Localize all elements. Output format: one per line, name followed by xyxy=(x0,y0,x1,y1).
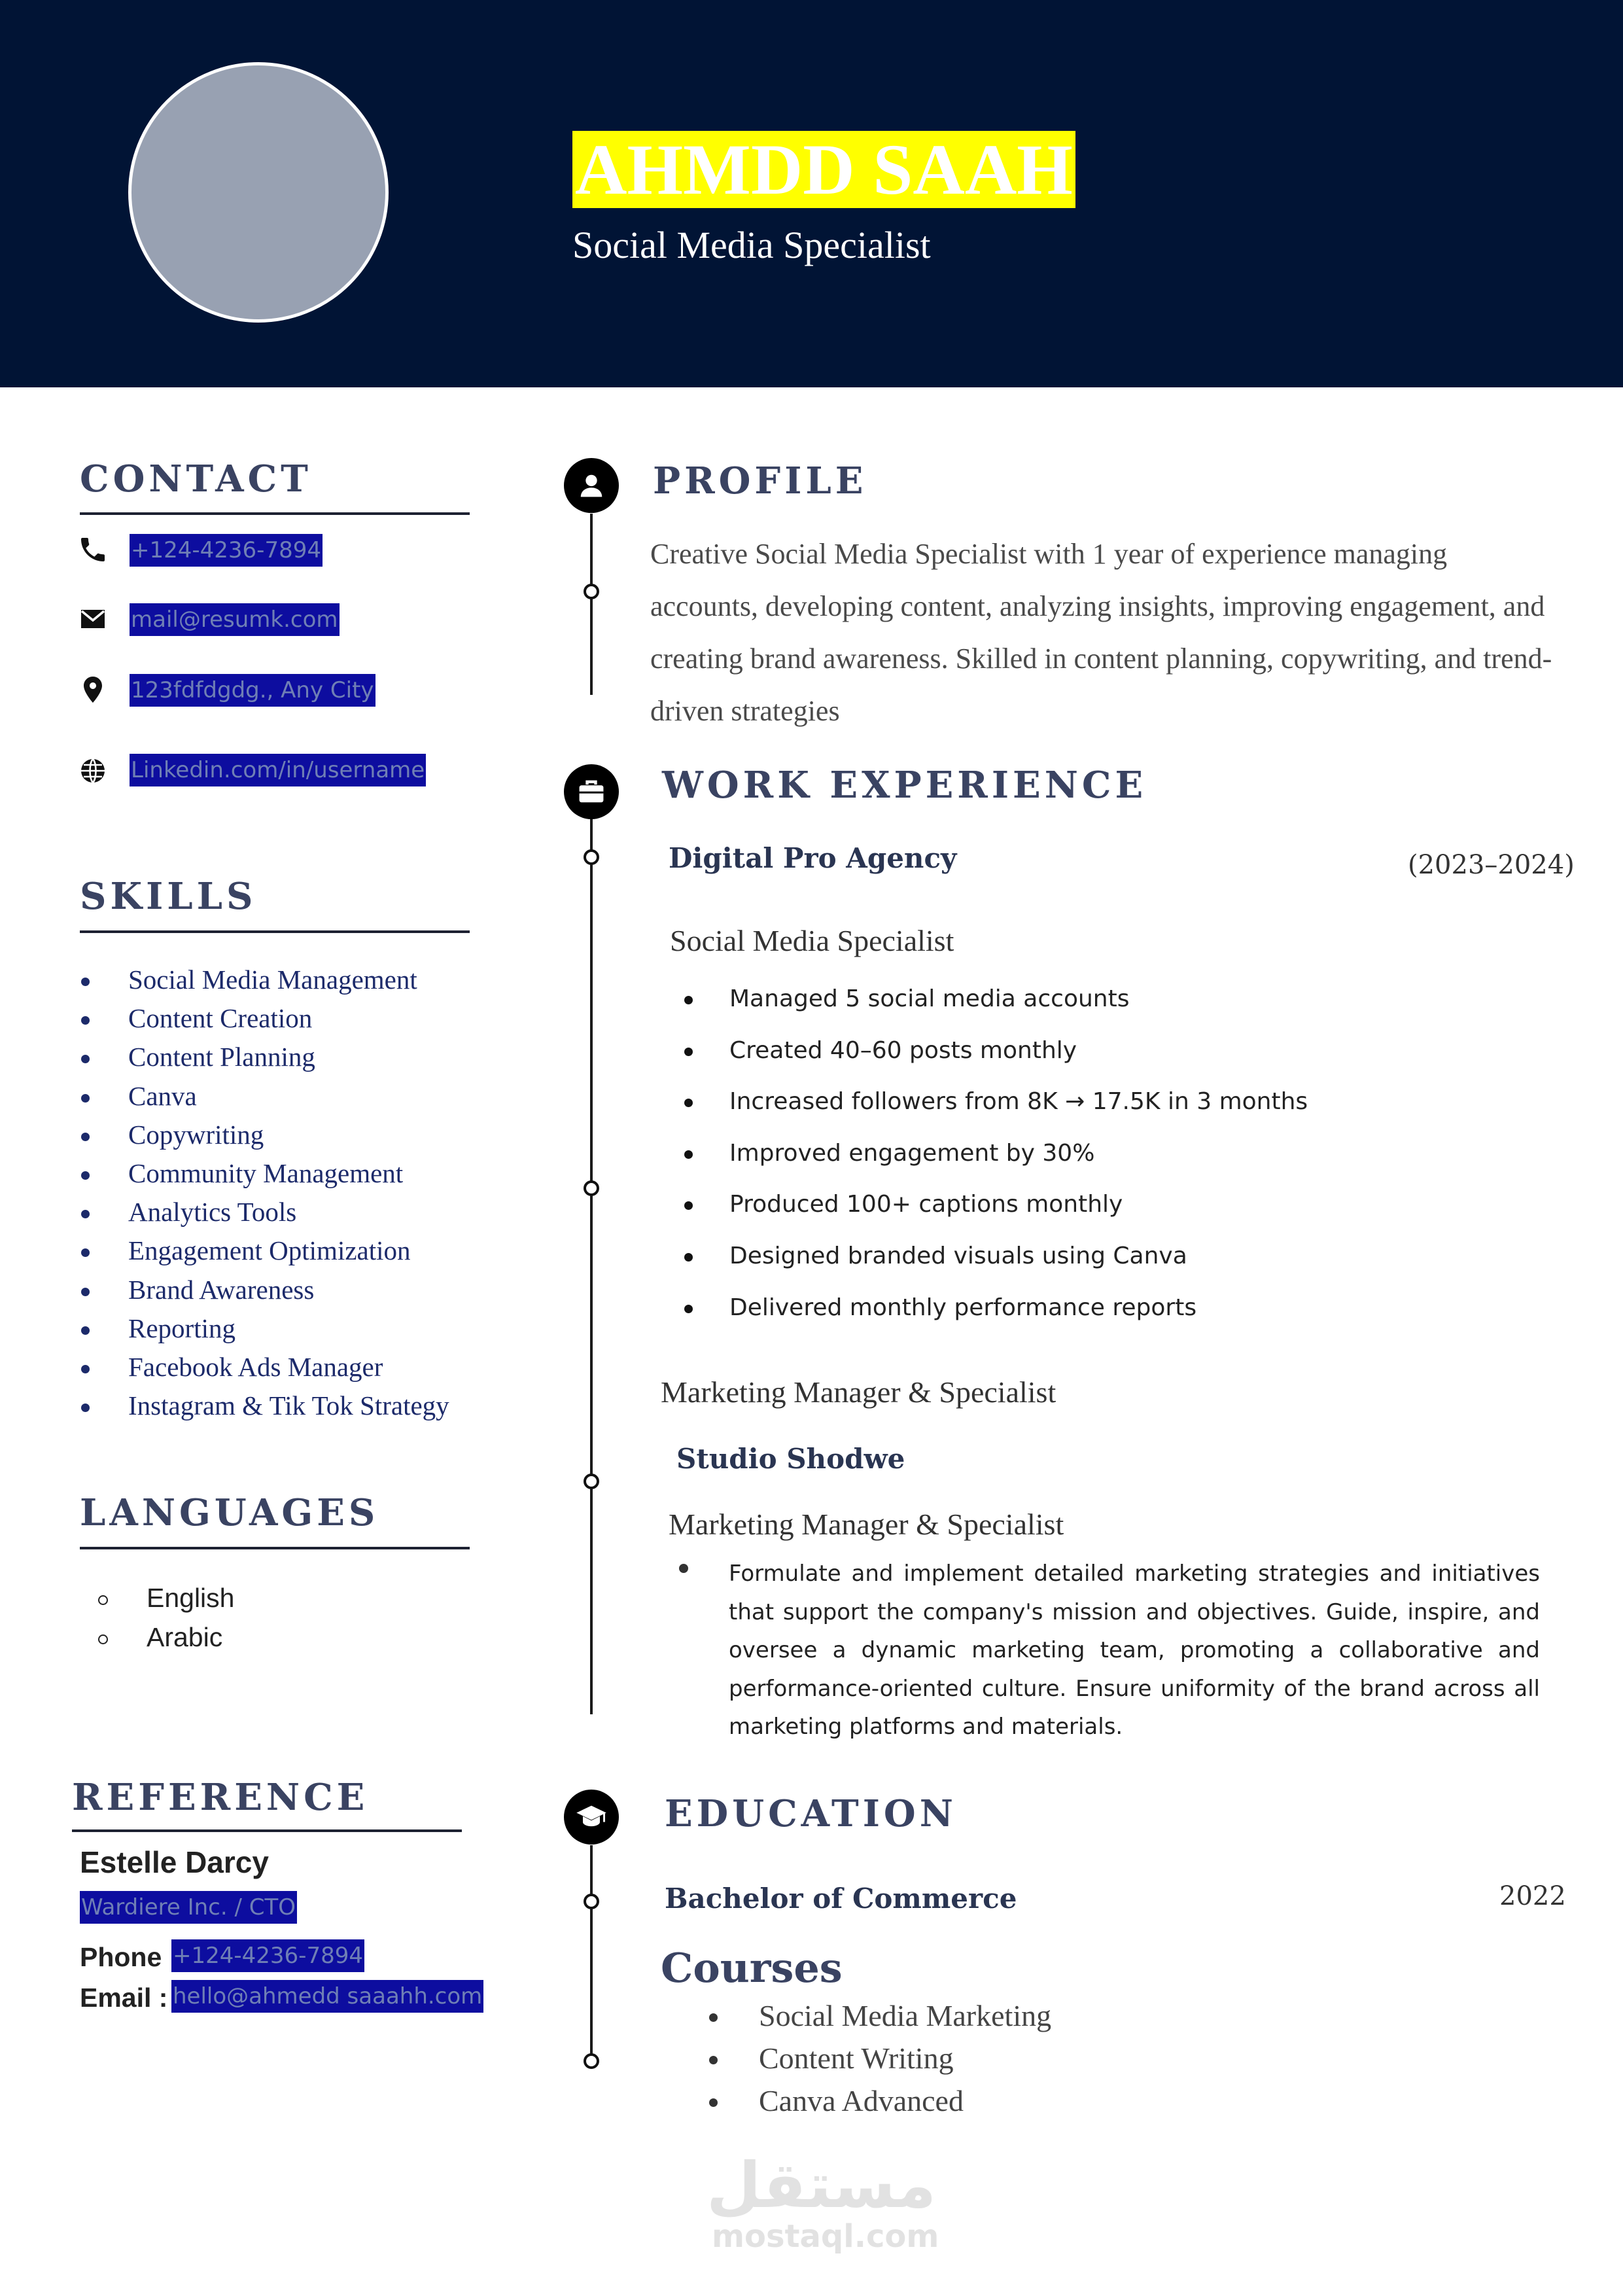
contact-email[interactable]: mail@resumk.com xyxy=(130,603,340,636)
languages-heading: LANGUAGES xyxy=(80,1491,379,1534)
profile-photo-placeholder xyxy=(128,62,389,323)
user-icon xyxy=(564,458,619,513)
course-item: Content Writing xyxy=(707,2038,1051,2081)
reference-email-label: Email : xyxy=(80,1983,168,2013)
courses-heading: Courses xyxy=(661,1944,843,1992)
timeline-node xyxy=(584,1894,599,1909)
reference-name: Estelle Darcy xyxy=(80,1845,269,1879)
education-year: 2022 xyxy=(1499,1881,1566,1911)
watermark-logo: مستقل xyxy=(707,2149,937,2222)
education-heading: EDUCATION xyxy=(665,1792,957,1835)
achievement-item: Managed 5 social media accounts xyxy=(680,980,1308,1031)
job1-dates: (2023–2024) xyxy=(1408,850,1575,880)
courses-list xyxy=(707,1996,1051,2123)
work-timeline-line xyxy=(590,818,593,1714)
globe-icon xyxy=(77,755,109,786)
job2-company: Studio Shodwe xyxy=(676,1443,905,1475)
phone-icon xyxy=(77,534,109,565)
achievement-item: Designed branded visuals using Canva xyxy=(680,1237,1308,1288)
timeline-node xyxy=(584,584,599,599)
languages-list xyxy=(97,1578,234,1657)
language-item: English xyxy=(97,1578,234,1617)
job2-role: Marketing Manager & Specialist xyxy=(669,1508,1064,1541)
timeline-node xyxy=(584,1474,599,1489)
reference-phone[interactable]: +124-4236-7894 xyxy=(171,1939,364,1972)
skills-heading: SKILLS xyxy=(80,875,257,918)
skills-divider xyxy=(80,930,470,933)
skill-item: Brand Awareness xyxy=(77,1271,449,1309)
course-item: Social Media Marketing xyxy=(707,1996,1051,2038)
job1-achievements xyxy=(680,980,1308,1339)
skill-item: Content Creation xyxy=(77,999,449,1038)
job2-bullet-marker xyxy=(679,1564,688,1573)
language-item: Arabic xyxy=(97,1617,234,1657)
timeline-node xyxy=(584,1180,599,1196)
skills-list xyxy=(77,961,449,1425)
candidate-title: Social Media Specialist xyxy=(572,224,931,266)
location-icon xyxy=(77,674,109,705)
contact-heading: CONTACT xyxy=(80,457,312,501)
work-heading: WORK EXPERIENCE xyxy=(662,764,1147,807)
skill-item: Instagram & Tik Tok Strategy xyxy=(77,1386,449,1425)
graduation-cap-icon xyxy=(564,1790,619,1845)
achievement-item: Produced 100+ captions monthly xyxy=(680,1185,1308,1237)
skill-item: Engagement Optimization xyxy=(77,1231,449,1270)
skill-item: Social Media Management xyxy=(77,961,449,999)
timeline-node xyxy=(584,2053,599,2069)
education-timeline-line xyxy=(590,1845,593,2066)
profile-heading: PROFILE xyxy=(653,459,867,503)
reference-phone-label: Phone xyxy=(80,1942,162,1972)
contact-address[interactable]: 123fdfdgdg., Any City xyxy=(130,674,375,707)
job2-title-line: Marketing Manager & Specialist xyxy=(661,1375,1056,1409)
languages-divider xyxy=(80,1547,470,1549)
timeline-node xyxy=(584,849,599,865)
profile-summary: Creative Social Media Specialist with 1 year of experience managing accounts, developing content, analyzing insights, improving engagement, and creating brand awareness. Skilled in content planning, copywriting, and trend-driven strategies xyxy=(650,538,1552,727)
contact-divider xyxy=(80,512,470,515)
mail-icon xyxy=(77,603,109,635)
job1-company: Digital Pro Agency xyxy=(669,842,957,874)
education-degree: Bachelor of Commerce xyxy=(665,1882,1017,1915)
job2-description: Formulate and implement detailed marketing strategies and initiatives that support the company's mission and objectives. Guide, inspire, and oversee a dynamic marketing team, promoting a collaborative and performance-oriented culture. Ensure uniformity of the brand across all marketing platforms and materials. xyxy=(729,1561,1540,1740)
candidate-name: AHMDD SAAH xyxy=(572,131,1075,208)
skill-item: Copywriting xyxy=(77,1116,449,1154)
achievement-item: Created 40–60 posts monthly xyxy=(680,1031,1308,1083)
skill-item: Canva xyxy=(77,1077,449,1116)
reference-email[interactable]: hello@ahmedd saaahh.com xyxy=(171,1980,483,2013)
reference-company: Wardiere Inc. / CTO xyxy=(80,1891,297,1924)
skill-item: Analytics Tools xyxy=(77,1193,449,1231)
achievement-item: Delivered monthly performance reports xyxy=(680,1288,1308,1340)
contact-linkedin[interactable]: Linkedin.com/in/username xyxy=(130,754,426,786)
achievement-item: Improved engagement by 30% xyxy=(680,1134,1308,1186)
skill-item: Content Planning xyxy=(77,1038,449,1076)
contact-phone[interactable]: +124-4236-7894 xyxy=(130,534,323,567)
job1-role: Social Media Specialist xyxy=(670,924,954,957)
reference-divider xyxy=(72,1829,462,1832)
skill-item: Reporting xyxy=(77,1309,449,1348)
profile-timeline-line xyxy=(590,514,593,695)
skill-item: Facebook Ads Manager xyxy=(77,1348,449,1386)
achievement-item: Increased followers from 8K → 17.5K in 3 months xyxy=(680,1082,1308,1134)
watermark-url: mostaql.com xyxy=(712,2218,939,2255)
briefcase-icon xyxy=(564,764,619,819)
course-item: Canva Advanced xyxy=(707,2081,1051,2123)
reference-heading: REFERENCE xyxy=(72,1776,369,1819)
skill-item: Community Management xyxy=(77,1154,449,1193)
